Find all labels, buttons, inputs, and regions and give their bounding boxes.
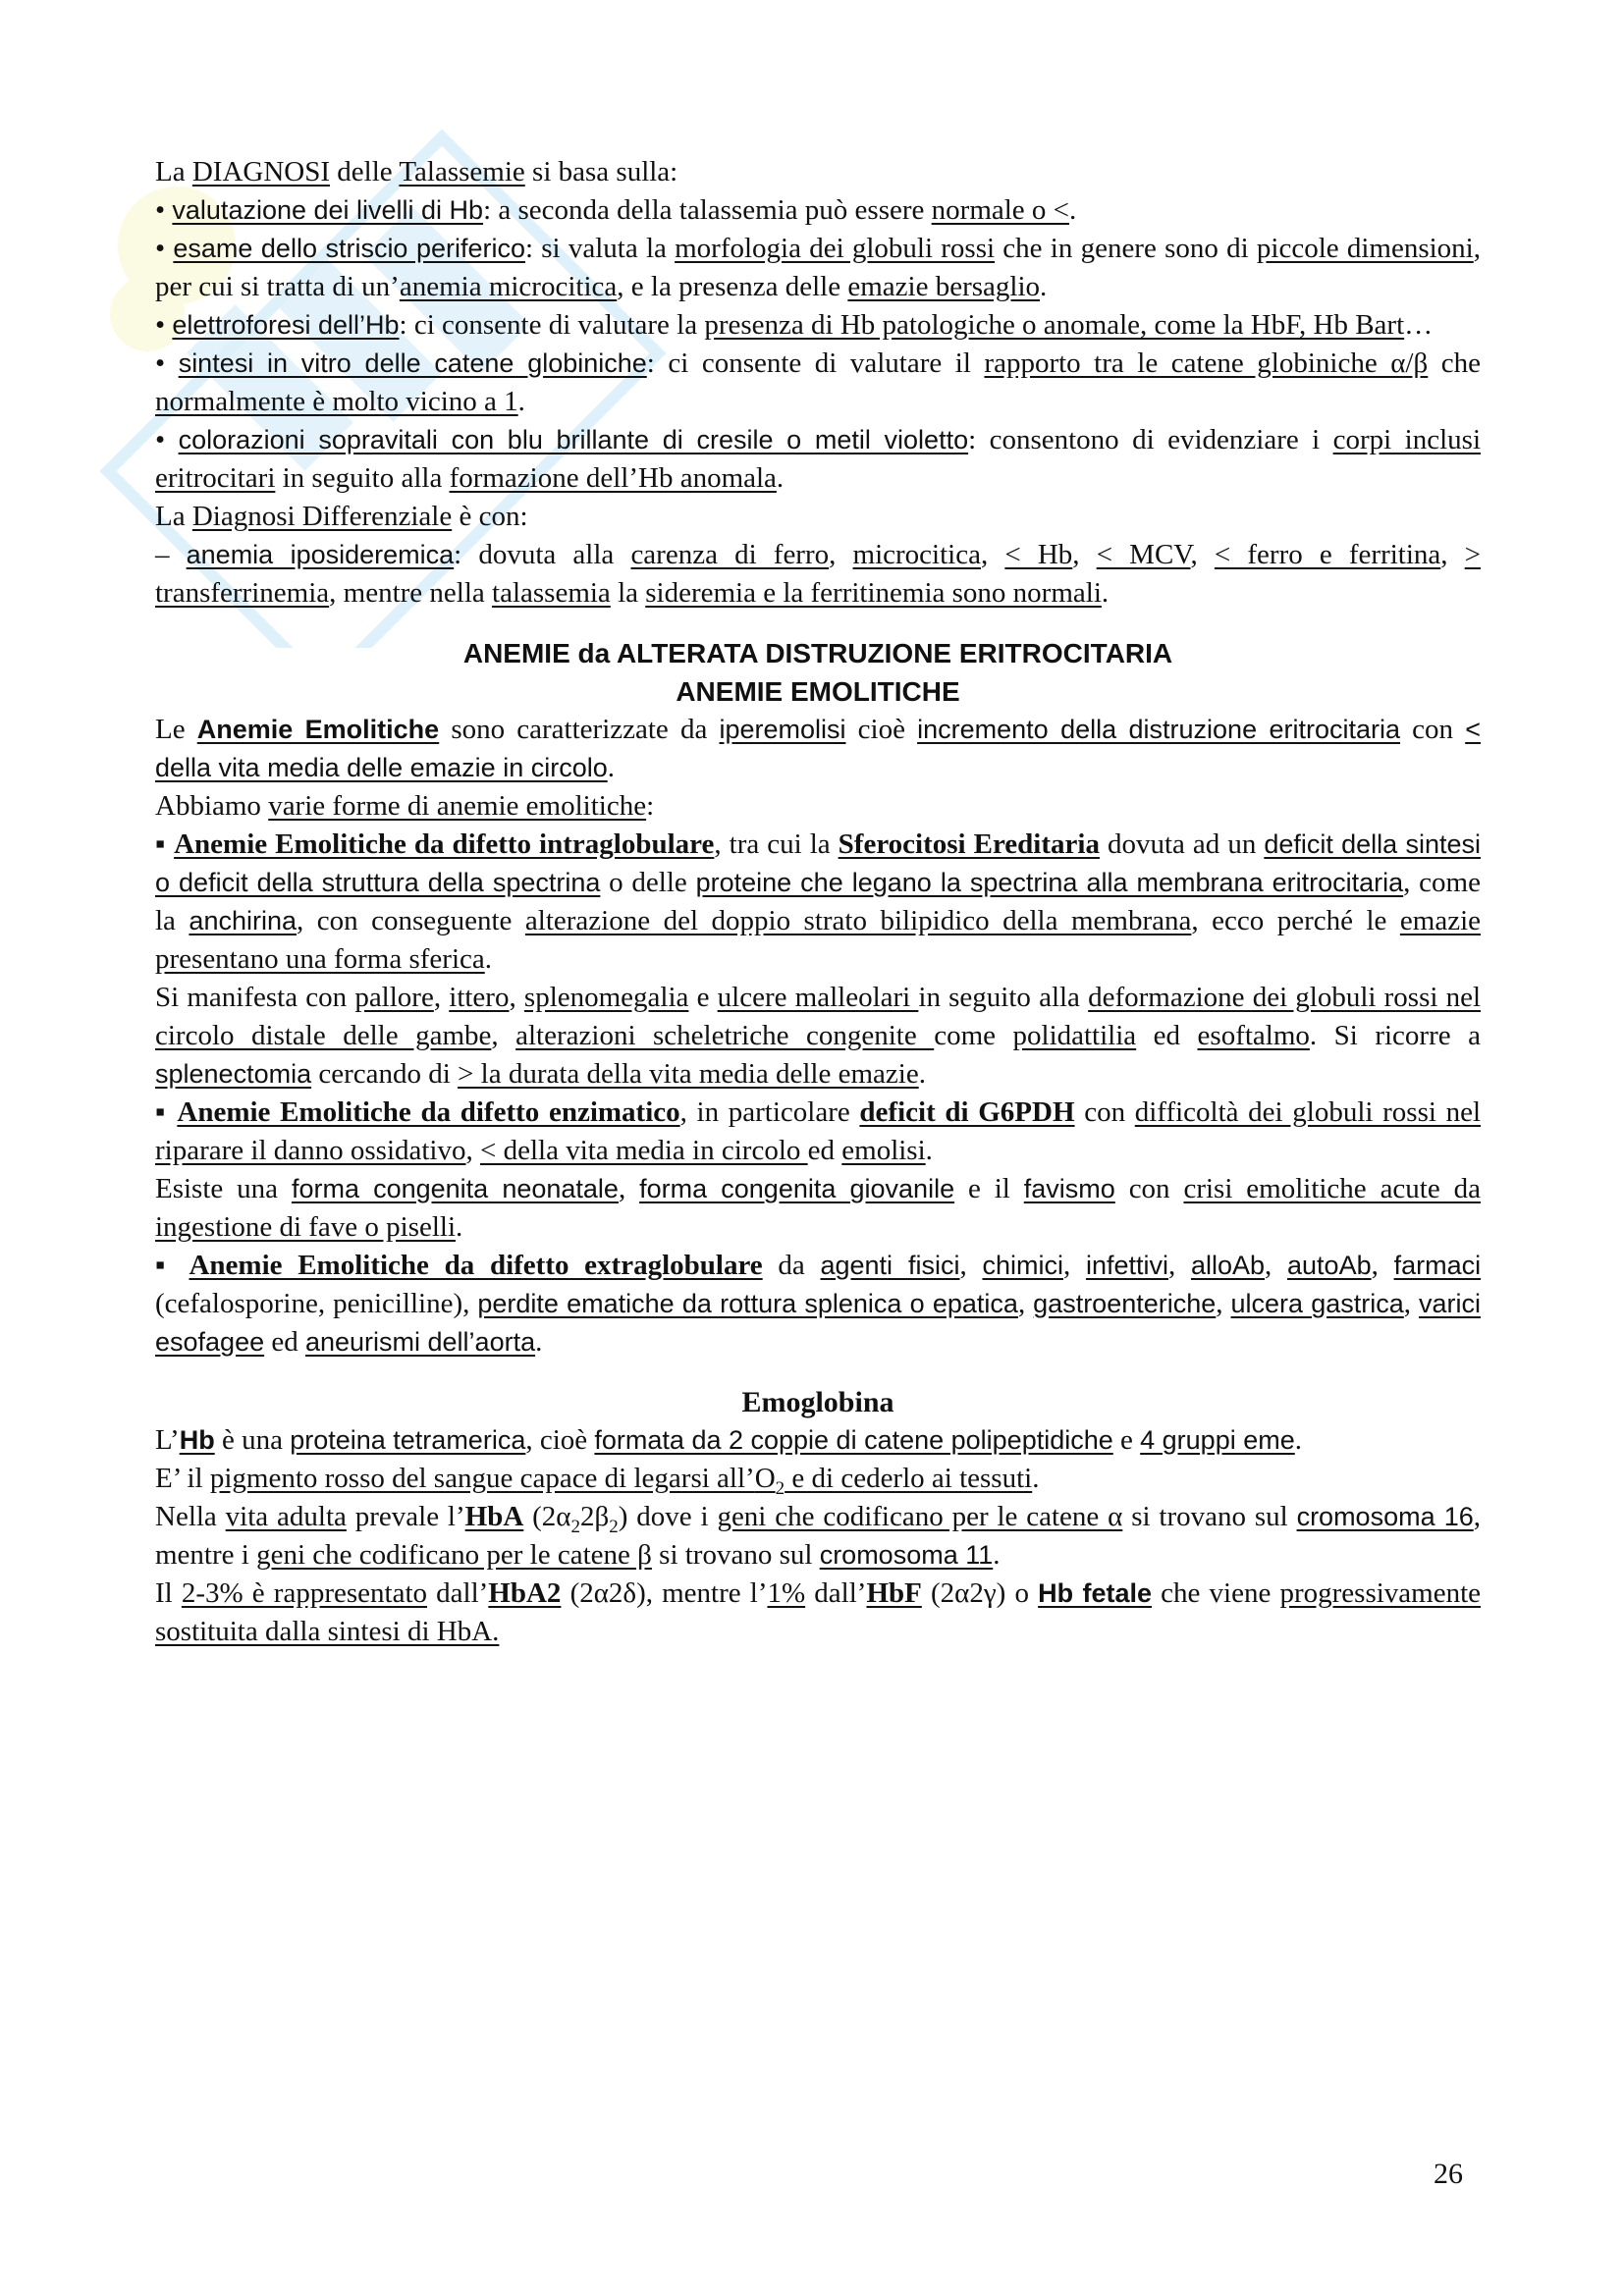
bullet-elettroforesi: • elettroforesi dell’Hb: ci consente di valutare la presenza di Hb patologiche o anomale, come la HbF, Hb Bart… <box>155 309 1434 341</box>
paragraph-forme-congenite: Esiste una forma congenita neonatale, forma congenita giovanile e il favismo con crisi emolitiche acute da ingestione di fave o piselli. <box>155 1173 1482 1243</box>
paragraph-anemia-iposideremica: – anemia iposideremica: dovuta alla carenza di ferro, microcitica, < Hb, < MCV, < ferro e ferritina, > transferrinemia, mentre nella talassemia la sideremia e la ferritinemia sono normali. <box>155 539 1482 609</box>
bullet-colorazioni: • colorazioni sopravitali con blu brillante di cresile o metil violetto: consentono di evidenziare i corpi inclusi eritrocitari in seguito alla formazione dell’Hb anomala. <box>155 424 1482 494</box>
document-body <box>155 153 1481 1651</box>
section-heading-distruzione: ANEMIE da ALTERATA DISTRUZIONE ERITROCITARIA <box>462 638 1173 668</box>
paragraph-anemie-emolitiche-intro: Le Anemie Emolitiche sono caratterizzate da iperemolisi cioè incremento della distruzione eritrocitaria con < della vita media delle emazie in circolo. <box>155 714 1481 783</box>
paragraph-vita-adulta: Nella vita adulta prevale l’HbA $(2\alpha_22\beta_2)$ dove i geni che codificano per le catene α si trovano sul cromosoma 16, mentre i geni che codificano per le catene β si trovano sul cromosoma 11. <box>155 1501 1481 1571</box>
paragraph-diagnosi-differenziale: La Diagnosi Differenziale è con: <box>155 501 528 532</box>
page-number: 26 <box>1434 2158 1463 2190</box>
paragraph-si-manifesta: Si manifesta con pallore, ittero, splenomegalia e ulcere malleolari in seguito alla deformazione dei globuli rossi nel circolo distale delle gambe, alterazioni scheletriche congenite come polidattilia ed esoftalmo. Si ricorre a splenectomia cercando di > la durata della vita media delle emazie. <box>155 982 1482 1090</box>
subsection-heading-emolitiche: ANEMIE EMOLITICHE <box>676 676 960 707</box>
bullet-extraglobulare: ▪ Anemie Emolitiche da difetto extraglobulare da agenti fisici, chimici, infettivi, alloAb, autoAb, farmaci (cefalosporine, penicilline), perdite ematiche da rottura splenica o epatica, gastroenteriche, ulcera gastrica, varici esofagee ed aneurismi dell’aorta. <box>155 1250 1482 1358</box>
bullet-enzimatico: ▪ Anemie Emolitiche da difetto enzimatico, in particolare deficit di G6PDH con difficoltà dei globuli rossi nel riparare il danno ossidativo, < della vita media in circolo ed emolisi. <box>155 1096 1482 1166</box>
paragraph-diagnosi-intro: La DIAGNOSI delle Talassemie si basa sulla: <box>155 156 678 187</box>
section-heading-emoglobina: Emoglobina <box>741 1386 894 1418</box>
bullet-striscio: • esame dello striscio periferico: si valuta la morfologia dei globuli rossi che in genere sono di piccole dimensioni, per cui si tratta di un’anemia microcitica, e la presenza delle emazie bersaglio. <box>155 233 1481 302</box>
paragraph-hba2-hbf: Il 2-3% è rappresentato dall’HbA2 (2α2δ), mentre l’1% dall’HbF (2α2γ) o Hb fetale che viene progressivamente sostituita dalla sintesi di HbA. <box>155 1577 1482 1647</box>
paragraph-pigmento: E’ il pigmento rosso del sangue capace di legarsi $all’O_2$ e di cederlo ai tessuti. <box>155 1463 1040 1499</box>
paragraph-hb-tetramerica: L’Hb è una proteina tetramerica, cioè formata da 2 coppie di catene polipeptidiche e 4 gruppi eme. <box>155 1424 1302 1456</box>
bullet-intraglobulare: ▪ Anemie Emolitiche da difetto intraglobulare, tra cui la Sferocitosi Ereditaria dovuta ad un deficit della sintesi o deficit della struttura della spectrina o delle proteine che legano la spectrina alla membrana eritrocitaria, come la anchirina, con conseguente alterazione del doppio strato bilipidico della membrana, ecco perché le emazie presentano una forma sferica. <box>155 828 1481 975</box>
bullet-sintesi-in-vitro: • sintesi in vitro delle catene globiniche: ci consente di valutare il rapporto tra le catene globiniche α/β che normalmente è molto vicino a 1. <box>155 347 1482 417</box>
paragraph-varie-forme: Abbiamo varie forme di anemie emolitiche: <box>155 790 655 822</box>
bullet-valutazione: • valutazione dei livelli di Hb: a seconda della talassemia può essere normale o <. <box>155 194 1077 226</box>
